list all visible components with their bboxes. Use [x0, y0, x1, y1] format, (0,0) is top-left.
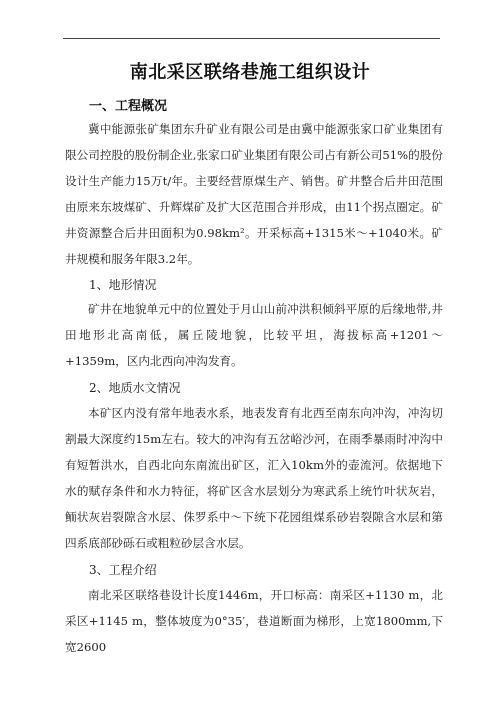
section-heading-overview: 一、工程概况: [89, 99, 168, 114]
terrain-paragraph: 矿井在地貌单元中的位置处于月山山前冲洪积倾斜平原的后缘地带,井田地形北高南低，属丘陵地貌，比较平坦，海拔标高+1201～+1359m，区内北西向冲沟发育。: [65, 302, 443, 368]
project-paragraph: 南北采区联络巷设计长度1446m，开口标高：南采区+1130 m，北采区+1145 m，整体坡度为0°35′，巷道断面为梯形，上宽1800mm,下宽2600: [65, 588, 443, 654]
subsection-heading-terrain: 1、地形情况: [89, 278, 157, 292]
subsection-heading-project: 3、工程介绍: [89, 563, 157, 577]
intro-paragraph: 冀中能源张矿集团东升矿业有限公司是由冀中能源张家口矿业集团有限公司控股的股份制企业,张家口矿业集团有限公司占有新公司51%的股份设计生产能力15万t/年。主要经营原煤生产、销售。矿井整合后井田范围由原来东坡煤矿、升辉煤矿及扩大区范围合并形成，由11个拐点圈定。矿井资源整合后井田面积为0.98km²。开采标高+1315米～+1040米。矿井规模和服务年限3.2年。: [65, 122, 443, 266]
geology-paragraph: 本矿区内没有常年地表水系，地表发育有北西至南东向冲沟，冲沟切割最大深度约15m左右。较大的冲沟有五岔峪沙河，在雨季暴雨时冲沟中有短暂洪水，自西北向东南流出矿区，汇入10km外的壶流河。依据地下水的赋存条件和水力特征，将矿区含水层划分为寒武系上统竹叶状灰岩，鲕状灰岩裂隙含水层、侏罗系中～下统下花园组煤系砂岩裂隙含水层和第四系底部砂砾石或粗粒砂层含水层。: [65, 406, 443, 550]
header-rule: [63, 38, 440, 39]
document-title: 南北采区联络巷施工组织设计: [129, 62, 371, 83]
subsection-heading-geology: 2、地质水文情况: [89, 381, 181, 395]
